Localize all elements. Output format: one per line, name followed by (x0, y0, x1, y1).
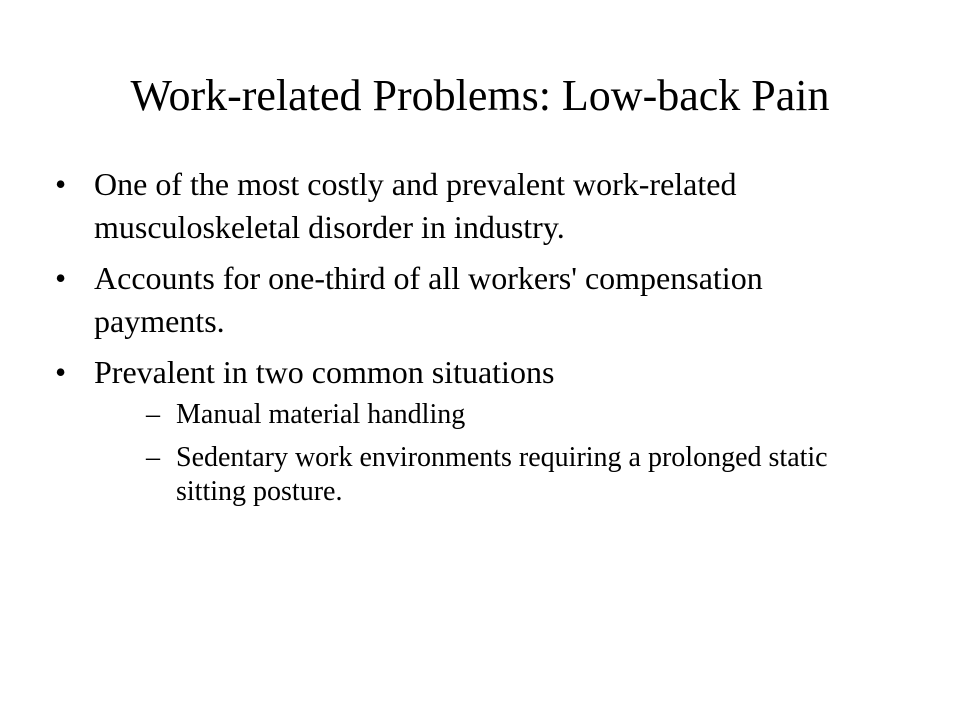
bullet-symbol: • (55, 166, 67, 202)
bullet-item (55, 257, 855, 343)
bullet-list (55, 163, 855, 518)
bullet-item (55, 163, 855, 249)
bullet-item (55, 351, 855, 509)
bullet-symbol: • (55, 354, 67, 390)
sub-bullet-item (94, 398, 855, 432)
bullet-text: Prevalent in two common situations (94, 354, 555, 390)
sub-bullet-list (94, 398, 855, 509)
sub-bullet-symbol: – (146, 442, 160, 473)
slide-title: Work-related Problems: Low-back Pain (130, 71, 830, 120)
bullet-symbol: • (55, 260, 67, 296)
sub-bullet-symbol: – (146, 399, 160, 430)
sub-bullet-text: Manual material handling (176, 399, 466, 430)
sub-bullet-text: Sedentary work environments requiring a prolonged static sitting posture. (176, 442, 828, 507)
bullet-text: Accounts for one-third of all workers' compensation payments. (94, 260, 763, 339)
sub-bullet-item (94, 441, 855, 509)
bullet-text: One of the most costly and prevalent work-related musculoskeletal disorder in industry. (94, 166, 737, 245)
